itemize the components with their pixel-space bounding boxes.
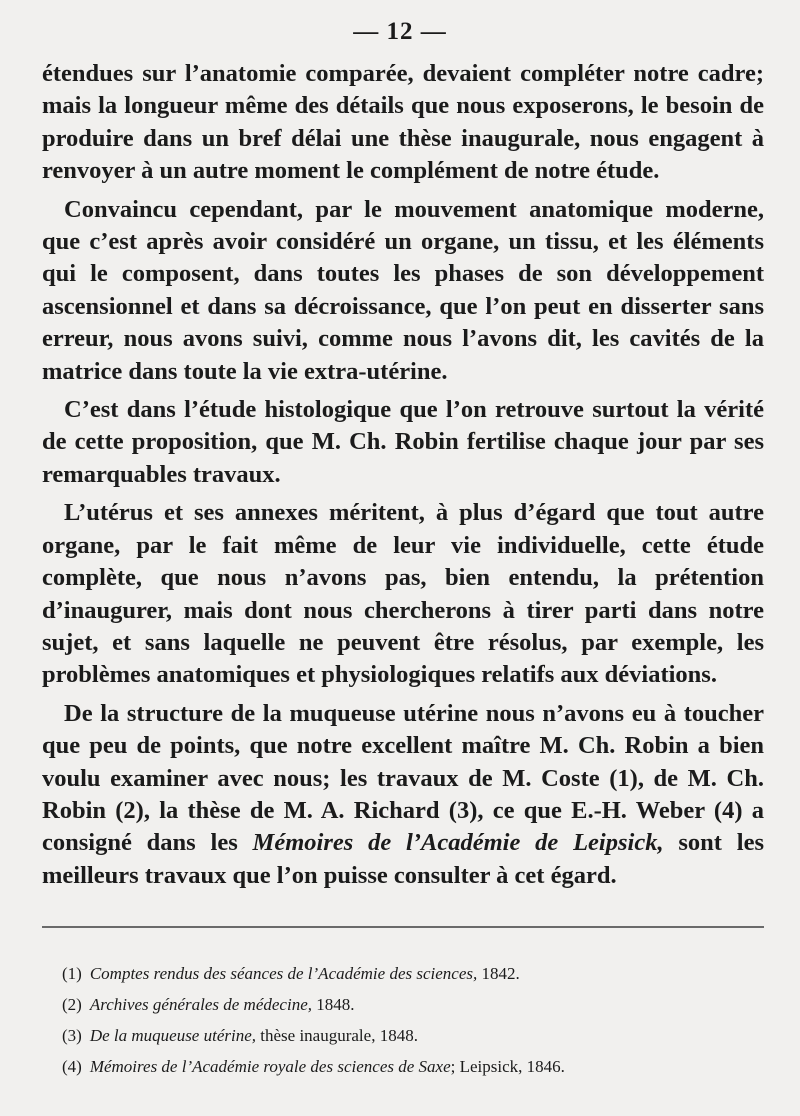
footnote-title: De la muqueuse utérine, bbox=[89, 1026, 257, 1045]
paragraph-4: L’utérus et ses annexes méritent, à plus d’égard que tout autre organe, par le fait même de leur vie individuelle, cette étude complète, que nous n’avons pas, bien entendu, la prétention d’inaugurer, mais dont nous chercherons à tirer parti dans notre sujet, et sans laquelle ne peuvent être résolus, par exemple, les problèmes anatomiques et physiologiques relatifs aux déviations. bbox=[42, 499, 764, 689]
footnote-1 bbox=[62, 958, 762, 989]
footnote-number: (4) bbox=[62, 1057, 82, 1076]
footnote-title: Archives générales de médecine, bbox=[89, 995, 312, 1014]
footnote-separator bbox=[42, 926, 764, 928]
paragraph-2: Convaincu cependant, par le mouvement anatomique moderne, que c’est après avoir considéré un organe, un tissu, et les éléments qui le composent, dans toutes les phases de son développement ascensionnel et dans sa décroissance, que l’on peut en disserter sans erreur, nous avons suivi, comme nous l’avons dit, les cavités de la matrice dans toute la vie extra-utérine. bbox=[42, 195, 764, 385]
page-number: — 12 — bbox=[353, 18, 447, 45]
footnote-rest: 1848. bbox=[312, 995, 355, 1014]
footnote-rest: 1842. bbox=[477, 964, 520, 983]
paragraph-5-end: sont les meilleurs travaux que l’on puisse consulter à cet égard. bbox=[42, 829, 764, 889]
footnote-2 bbox=[62, 989, 762, 1020]
footnote-number: (3) bbox=[62, 1026, 82, 1045]
body-text bbox=[42, 58, 764, 898]
footnote-number: (1) bbox=[62, 964, 82, 983]
footnote-title: Comptes rendus des séances de l’Académie des sciences, bbox=[89, 964, 478, 983]
paragraph-5-italic-title: Mémoires de l’Académie de Leipsick, bbox=[252, 829, 664, 857]
footnote-rest: thèse inaugurale, 1848. bbox=[256, 1026, 418, 1045]
footnote-3 bbox=[62, 1020, 762, 1051]
paragraph-5 bbox=[42, 698, 764, 892]
footnote-4 bbox=[62, 1051, 762, 1082]
footnote-title: Mémoires de l’Académie royale des sciences de Saxe bbox=[89, 1057, 451, 1076]
paragraph-3: C’est dans l’étude histologique que l’on retrouve surtout la vérité de cette proposition, que M. Ch. Robin fertilise chaque jour par ses remarquables travaux. bbox=[42, 396, 764, 488]
footnotes bbox=[62, 958, 762, 1082]
footnote-number: (2) bbox=[62, 995, 82, 1014]
paragraph-5-start: De la structure de la muqueuse utérine nous n’avons eu à toucher que peu de points, que notre excellent maître M. Ch. Robin a bien voulu examiner avec nous; les travaux de M. Coste (1), de M. Ch. Robin (2), la thèse de M. A. Richard (3), ce que E.-H. Weber (4) a consigné dans les bbox=[42, 699, 764, 857]
footnote-rest: ; Leipsick, 1846. bbox=[450, 1057, 565, 1076]
paragraph-1: étendues sur l’anatomie comparée, devaient compléter notre cadre; mais la longueur même des détails que nous exposerons, le besoin de produire dans un bref délai une thèse inaugurale, nous engagent à renvoyer à un autre moment le complément de notre étude. bbox=[42, 60, 764, 185]
